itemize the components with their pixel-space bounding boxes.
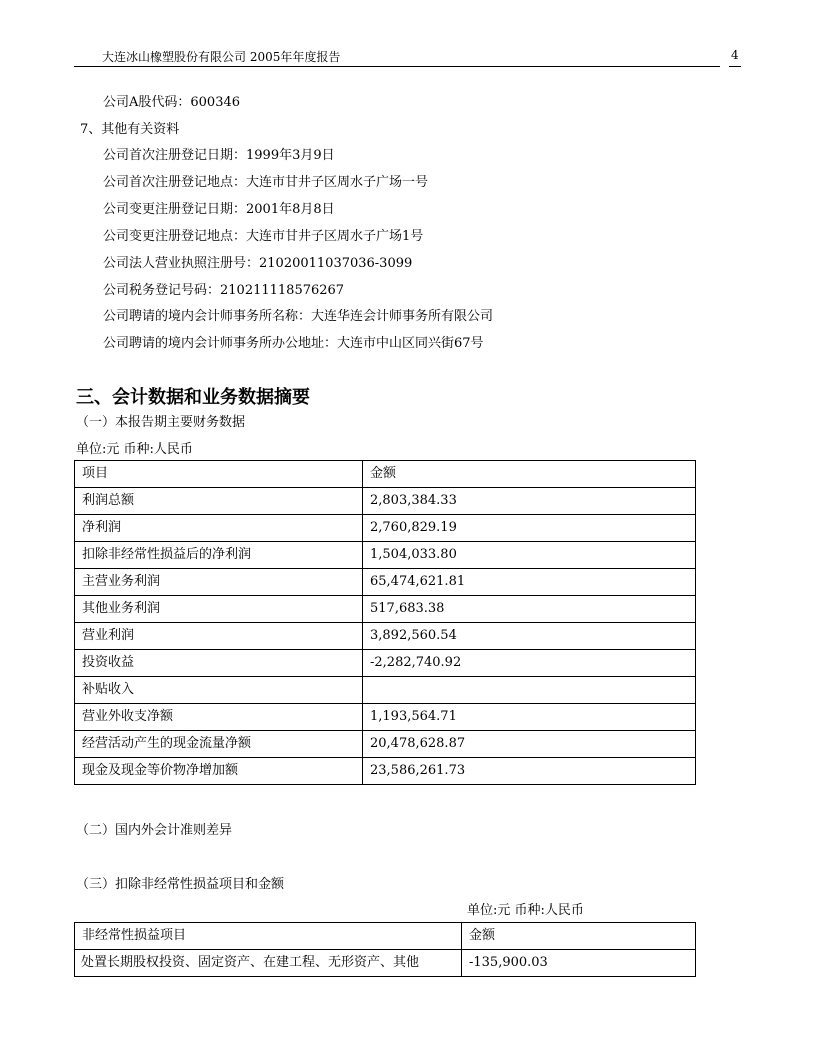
- table-row: [75, 569, 696, 596]
- subsection-main-financial-data: （一）本报告期主要财务数据: [76, 415, 246, 430]
- table-row: [75, 623, 696, 650]
- row-label: 净利润: [75, 515, 363, 542]
- row-value: 2,803,384.33: [363, 488, 696, 515]
- business-license-number: 公司法人营业执照注册号：21020011037036-3099: [103, 256, 413, 271]
- table-header-row: [75, 461, 696, 488]
- change-registration-date: 公司变更注册登记日期：2001年8月8日: [103, 202, 335, 217]
- header-cell-amount: 金额: [462, 923, 696, 950]
- table-header-row: [75, 923, 696, 950]
- row-value: 3,892,560.54: [363, 623, 696, 650]
- row-value: 1,193,564.71: [363, 704, 696, 731]
- table-row: [75, 515, 696, 542]
- row-value: 517,683.38: [363, 596, 696, 623]
- row-value: 20,478,628.87: [363, 731, 696, 758]
- row-value: 2,760,829.19: [363, 515, 696, 542]
- row-label: 利润总额: [75, 488, 363, 515]
- accounting-firm-address: 公司聘请的境内会计师事务所办公地址：大连市中山区同兴街67号: [103, 336, 484, 351]
- row-value: [363, 677, 696, 704]
- row-label: 补贴收入: [75, 677, 363, 704]
- page-number: 4: [731, 48, 739, 62]
- unit-label-2: 单位:元 币种:人民币: [467, 903, 584, 918]
- row-label: 现金及现金等价物净增加额: [75, 758, 363, 785]
- row-label: 营业外收支净额: [75, 704, 363, 731]
- table-row: [75, 950, 696, 977]
- table-row: [75, 542, 696, 569]
- table-row: [75, 758, 696, 785]
- row-label: 经营活动产生的现金流量净额: [75, 731, 363, 758]
- item7-title: 7、其他有关资料: [80, 122, 180, 137]
- first-registration-date: 公司首次注册登记日期：1999年3月9日: [103, 148, 335, 163]
- row-value: 23,586,261.73: [363, 758, 696, 785]
- section-title: 三、会计数据和业务数据摘要: [76, 387, 310, 408]
- row-label: 处置长期股权投资、固定资产、在建工程、无形资产、其他: [75, 950, 462, 977]
- unit-label-1: 单位:元 币种:人民币: [76, 442, 193, 457]
- row-label: 其他业务利润: [75, 596, 363, 623]
- table-row: [75, 731, 696, 758]
- first-registration-place: 公司首次注册登记地点：大连市甘井子区周水子广场一号: [103, 175, 429, 190]
- tax-registration-number: 公司税务登记号码：210211118576267: [103, 283, 345, 298]
- row-label: 扣除非经常性损益后的净利润: [75, 542, 363, 569]
- subsection-nonrecurring-items: （三）扣除非经常性损益项目和金额: [76, 877, 285, 892]
- table-row: [75, 704, 696, 731]
- row-value: -2,282,740.92: [363, 650, 696, 677]
- change-registration-place: 公司变更注册登记地点：大连市甘井子区周水子广场1号: [103, 229, 424, 244]
- header-cell-amount: 金额: [363, 461, 696, 488]
- table-row: [75, 596, 696, 623]
- row-label: 主营业务利润: [75, 569, 363, 596]
- subsection-gaap-differences: （二）国内外会计准则差异: [76, 823, 233, 838]
- header-cell-item: 项目: [75, 461, 363, 488]
- row-value: -135,900.03: [462, 950, 696, 977]
- header-cell-nonrecurring-item: 非经常性损益项目: [75, 923, 462, 950]
- nonrecurring-items-table: [74, 922, 696, 977]
- a-share-code: 公司A股代码：600346: [103, 95, 241, 110]
- row-value: 65,474,621.81: [363, 569, 696, 596]
- row-label: 营业利润: [75, 623, 363, 650]
- row-value: 1,504,033.80: [363, 542, 696, 569]
- page-number-rule: [729, 66, 741, 67]
- header-rule: [74, 66, 720, 67]
- financial-data-table: [74, 460, 696, 785]
- table-row: [75, 677, 696, 704]
- accounting-firm-name: 公司聘请的境内会计师事务所名称：大连华连会计师事务所有限公司: [103, 309, 494, 324]
- row-label: 投资收益: [75, 650, 363, 677]
- table-row: [75, 650, 696, 677]
- table-row: [75, 488, 696, 515]
- header-title: 大连冰山橡塑股份有限公司 2005年年度报告: [102, 50, 341, 64]
